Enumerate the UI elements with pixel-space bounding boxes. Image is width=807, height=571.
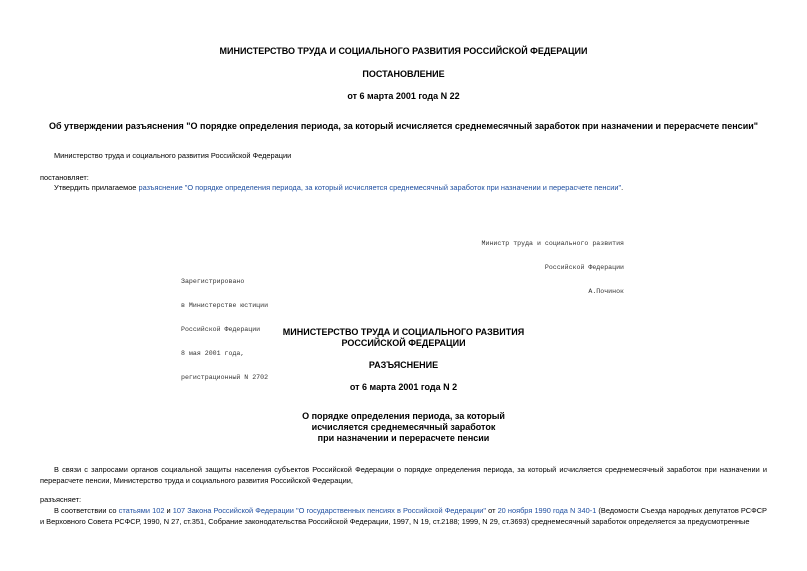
ministry-line: МИНИСТЕРСТВО ТРУДА И СОЦИАЛЬНОГО РАЗВИТИЯ — [282, 327, 525, 337]
document-date-2: от 6 марта 2001 года N 2 — [349, 382, 458, 392]
text-run: В соответствии со — [54, 506, 119, 515]
signature-name: А.Починок — [588, 288, 624, 295]
document-title: Об утверждении разъяснения "О порядке определения периода, за который исчисляется среднемесячный заработок при назначении и перерасчете пенсии" — [48, 121, 759, 131]
ministry-heading: МИНИСТЕРСТВО ТРУДА И СОЦИАЛЬНОГО РАЗВИТИЯ РОССИЙСКОЙ ФЕДЕРАЦИИ — [219, 46, 588, 56]
ministry-line: РОССИЙСКОЙ ФЕДЕРАЦИИ — [341, 338, 466, 348]
approve-suffix: . — [621, 183, 624, 192]
law-date-link[interactable]: 20 ноября 1990 года N 340-1 — [497, 506, 597, 515]
ministry-heading-2 — [0, 327, 807, 349]
title-line: исчисляется среднемесячный заработок — [311, 422, 496, 432]
document-title-2 — [0, 411, 807, 444]
text-run: от — [486, 506, 498, 515]
approve-paragraph — [54, 182, 794, 193]
text-run: (Ведомости Съезда народных депутатов РСФСР и Верховного Совета РСФСР, 1990, N 27, ст.351, Собрание законодательства Российской Федерации, 1997, N 19, ст.2188; 1999, N 29, ст.3693) среднемесячный заработок определяется за предусмотренные — [40, 506, 767, 526]
paragraph-1 — [40, 505, 767, 527]
explains-text: разъясняет: — [40, 495, 82, 504]
title-line: при назначении и перерасчете пенсии — [317, 433, 490, 443]
intro-paragraph: В связи с запросами органов социальной защиты населения субъектов Российской Федерации о порядке определения периода, за который исчисляется среднемесячный заработок при назначении и перерасчете пенсии, Министерство труда и социального развития Российской Федерации, — [40, 465, 767, 485]
document-type-heading-2: РАЗЪЯСНЕНИЕ — [368, 360, 439, 370]
clarification-link[interactable]: разъяснение "О порядке определения периода, за который исчисляется среднемесячный заработок при назначении и перерасчете пенсии" — [138, 183, 622, 192]
signature-line: Российской Федерации — [544, 264, 624, 271]
law-article-102-link[interactable]: статьями 102 — [118, 506, 165, 515]
pension-law-link[interactable]: 107 Закона Российской Федерации "О государственных пенсиях в Российской Федерации" — [172, 506, 487, 515]
issuer-text: Министерство труда и социального развития Российской Федерации — [54, 151, 292, 160]
decrees-text: постановляет: — [40, 173, 89, 182]
registration-line: Российской Федерации — [181, 326, 261, 333]
registration-line: регистрационный N 2702 — [181, 374, 269, 381]
document-type-heading: ПОСТАНОВЛЕНИЕ — [362, 69, 445, 79]
signature-line: Министр труда и социального развития — [481, 240, 624, 247]
registration-line: 8 мая 2001 года, — [181, 350, 245, 357]
registration-line: в Министерстве юстиции — [181, 302, 269, 309]
approve-prefix: Утвердить прилагаемое — [54, 183, 139, 192]
text-run: и — [164, 506, 173, 515]
document-date: от 6 марта 2001 года N 22 — [347, 91, 460, 101]
registration-line: Зарегистрировано — [181, 278, 245, 285]
signature-block — [460, 224, 624, 312]
title-line: О порядке определения периода, за который — [302, 411, 505, 421]
